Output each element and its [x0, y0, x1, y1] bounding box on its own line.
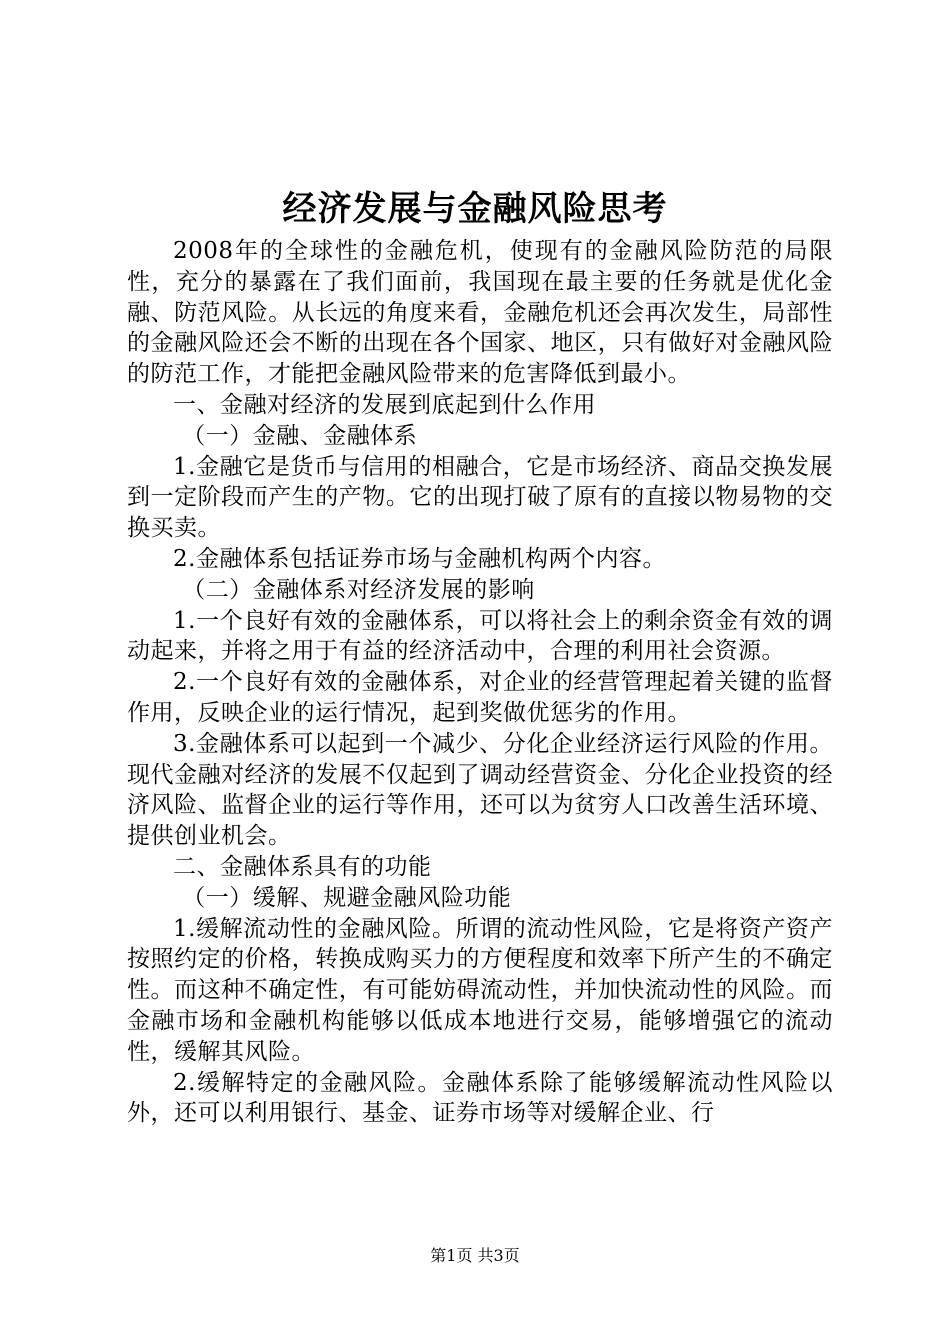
paragraph-item: 2.金融体系包括证券市场与金融机构两个内容。 — [173, 545, 666, 572]
document-body — [127, 236, 833, 1129]
paragraph-item: 2.缓解特定的金融风险。金融体系除了能够缓解流动性风险以外，还可以利用银行、基金、证券市场等对缓解企业、行 — [127, 1069, 833, 1127]
page-footer: 第1页 共3页 — [430, 1246, 520, 1265]
heading-subsection-1-1: （一）金融、金融体系 — [182, 422, 418, 449]
heading-section-1: 一、金融对经济的发展到底起到什么作用 — [173, 391, 596, 418]
paragraph-item: 1.金融它是货币与信用的相融合，它是市场经济、商品交换发展到一定阶段而产生的产物。它的出现打破了原有的直接以物易物的交换买卖。 — [127, 453, 833, 542]
paragraph-item: 1.缓解流动性的金融风险。所谓的流动性风险，它是将资产资产按照约定的价格，转换成购买力的方便程度和效率下所产生的不确定性。而这种不确定性，有可能妨碍流动性，并加快流动性的风险。而金融市场和金融机构能够以低成本地进行交易，能够增强它的流动性，缓解其风险。 — [127, 915, 833, 1065]
heading-section-2: 二、金融体系具有的功能 — [173, 853, 432, 880]
heading-subsection-1-2: （二）金融体系对经济发展的影响 — [182, 576, 535, 603]
document-title: 经济发展与金融风险思考 — [282, 189, 668, 229]
paragraph-item: 2.一个良好有效的金融体系，对企业的经营管理起着关键的监督作用，反映企业的运行情况，起到奖做优惩劣的作用。 — [127, 669, 833, 726]
paragraph-item: 3.金融体系可以起到一个减少、分化企业经济运行风险的作用。现代金融对经济的发展不仅起到了调动经营资金、分化企业投资的经济风险、监督企业的运行等作用，还可以为贫穷人口改善生活环境、提供创业机会。 — [127, 730, 833, 850]
heading-subsection-2-1: （一）缓解、规避金融风险功能 — [182, 884, 512, 911]
paragraph-item: 1.一个良好有效的金融体系，可以将社会上的剩余资金有效的调动起来，并将之用于有益的经济活动中，合理的利用社会资源。 — [127, 607, 833, 665]
paragraph-intro: 2008年的全球性的金融危机，使现有的金融风险防范的局限性，充分的暴露在了我们面前，我国现在最主要的任务就是优化金融、防范风险。从长远的角度来看，金融危机还会再次发生，局部性的金融风险还会不断的出现在各个国家、地区，只有做好对金融风险的防范工作，才能把金融风险带来的危害降低到最小。 — [127, 238, 833, 388]
